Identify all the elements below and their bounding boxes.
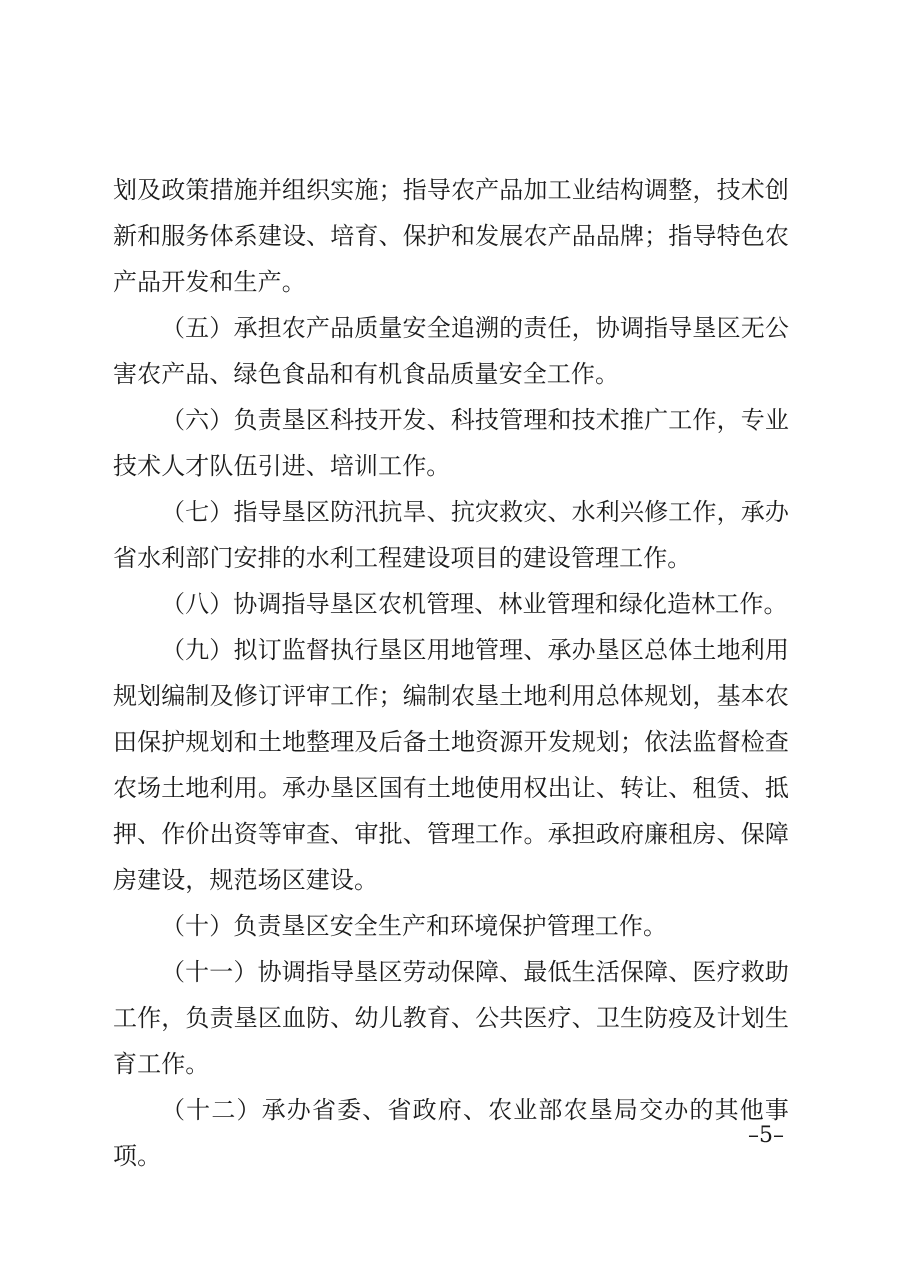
paragraph-continuation: 划及政策措施并组织实施；指导农产品加工业结构调整，技术创新和服务体系建设、培育、保护和发展农产品品牌；指导特色农产品开发和生产。 [113,176,789,296]
paragraph-item-10: （十）负责垦区安全生产和环境保护管理工作。 [161,912,668,940]
page-number: –5– [748,1123,784,1148]
paragraph-item-5: （五）承担农产品质量安全追溯的责任，协调指导垦区无公害农产品、绿色食品和有机食品质量安全工作。 [113,314,789,388]
paragraph-item-6: （六）负责垦区科技开发、科技管理和技术推广工作，专业技术人才队伍引进、培训工作。 [113,406,789,480]
document-body [113,167,789,1179]
paragraph-item-8: （八）协调指导垦区农机管理、林业管理和绿化造林工作。 [161,590,788,618]
paragraph-item-9: （九）拟订监督执行垦区用地管理、承办垦区总体土地利用规划编制及修订评审工作；编制农垦土地利用总体规划，基本农田保护规划和土地整理及后备土地资源开发规划；依法监督检查农场土地利用。承办垦区国有土地使用权出让、转让、租赁、抵押、作价出资等审查、审批、管理工作。承担政府廉租房、保障房建设，规范场区建设。 [113,636,789,894]
paragraph-item-11: （十一）协调指导垦区劳动保障、最低生活保障、医疗救助工作，负责垦区血防、幼儿教育、公共医疗、卫生防疫及计划生育工作。 [113,958,789,1078]
paragraph-item-7: （七）指导垦区防汛抗旱、抗灾救灾、水利兴修工作，承办省水利部门安排的水利工程建设项目的建设管理工作。 [113,498,789,572]
paragraph-item-12: （十二）承办省委、省政府、农业部农垦局交办的其他事项。 [113,1096,789,1170]
